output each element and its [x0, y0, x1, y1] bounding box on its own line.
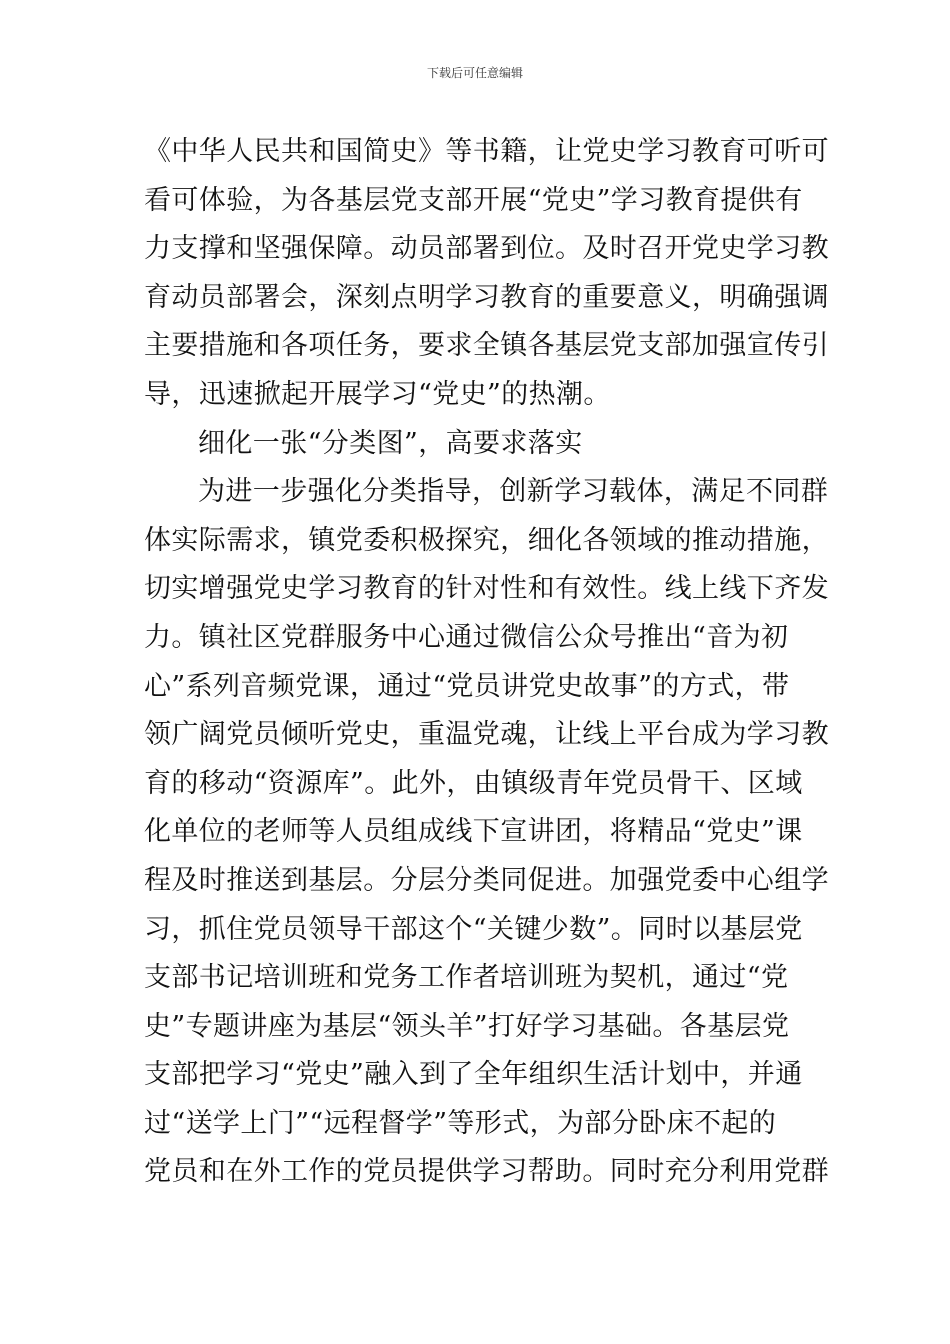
paragraph-line: 支部把学习“党史”融入到了全年组织生活计划中，并通: [144, 1059, 803, 1091]
paragraph-line: 心”系列音频党课，通过“党员讲党史故事”的方式，带: [144, 670, 790, 702]
paragraph-line: 力支撑和坚强保障。动员部署到位。及时召开党史学习教: [144, 233, 829, 265]
paragraph-line: 体实际需求，镇党委积极探究，细化各领域的推动措施，: [144, 524, 829, 556]
paragraph-line: 《中华人民共和国简史》等书籍，让党史学习教育可听可: [144, 136, 829, 167]
paragraph-line: 看可体验，为各基层党支部开展“党史”学习教育提供有: [144, 184, 803, 216]
paragraph-line: 育动员部署会，深刻点明学习教育的重要意义，明确强调: [144, 281, 829, 313]
paragraph-line: 为进一步强化分类指导，创新学习载体，满足不同群: [198, 476, 829, 508]
paragraph-line: 习，抓住党员领导干部这个“关键少数”。同时以基层党: [144, 913, 803, 945]
paragraph-line: 主要措施和各项任务，要求全镇各基层党支部加强宣传引: [144, 330, 829, 362]
paragraph-line: 力。镇社区党群服务中心通过微信公众号推出“音为初: [144, 621, 789, 653]
paragraph-line: 导，迅速掀起开展学习“党史”的热潮。: [144, 378, 611, 410]
paragraph-line: 党员和在外工作的党员提供学习帮助。同时充分利用党群: [144, 1156, 829, 1188]
paragraph-line: 化单位的老师等人员组成线下宣讲团，将精品“党史”课: [144, 816, 803, 848]
paragraph-line: 支部书记培训班和党务工作者培训班为契机，通过“党: [144, 962, 789, 994]
paragraph-line: 育的移动“资源库”。此外，由镇级青年党员骨干、区域: [144, 767, 803, 799]
paragraph-line: 程及时推送到基层。分层分类同促进。加强党委中心组学: [144, 864, 829, 896]
paragraph-line: 领广阔党员倾听党史，重温党魂，让线上平台成为学习教: [144, 719, 829, 751]
body-text: [144, 128, 829, 1197]
paragraph-line: 史”专题讲座为基层“领头羊”打好学习基础。各基层党: [144, 1010, 790, 1042]
section-heading: 细化一张“分类图”，高要求落实: [198, 427, 583, 459]
paragraph-line: 过“送学上门”“远程督学”等形式，为部分卧床不起的: [144, 1107, 777, 1139]
paragraph-line: 切实增强党史学习教育的针对性和有效性。线上线下齐发: [144, 573, 829, 605]
header-note: 下载后可任意编辑: [426, 66, 523, 80]
